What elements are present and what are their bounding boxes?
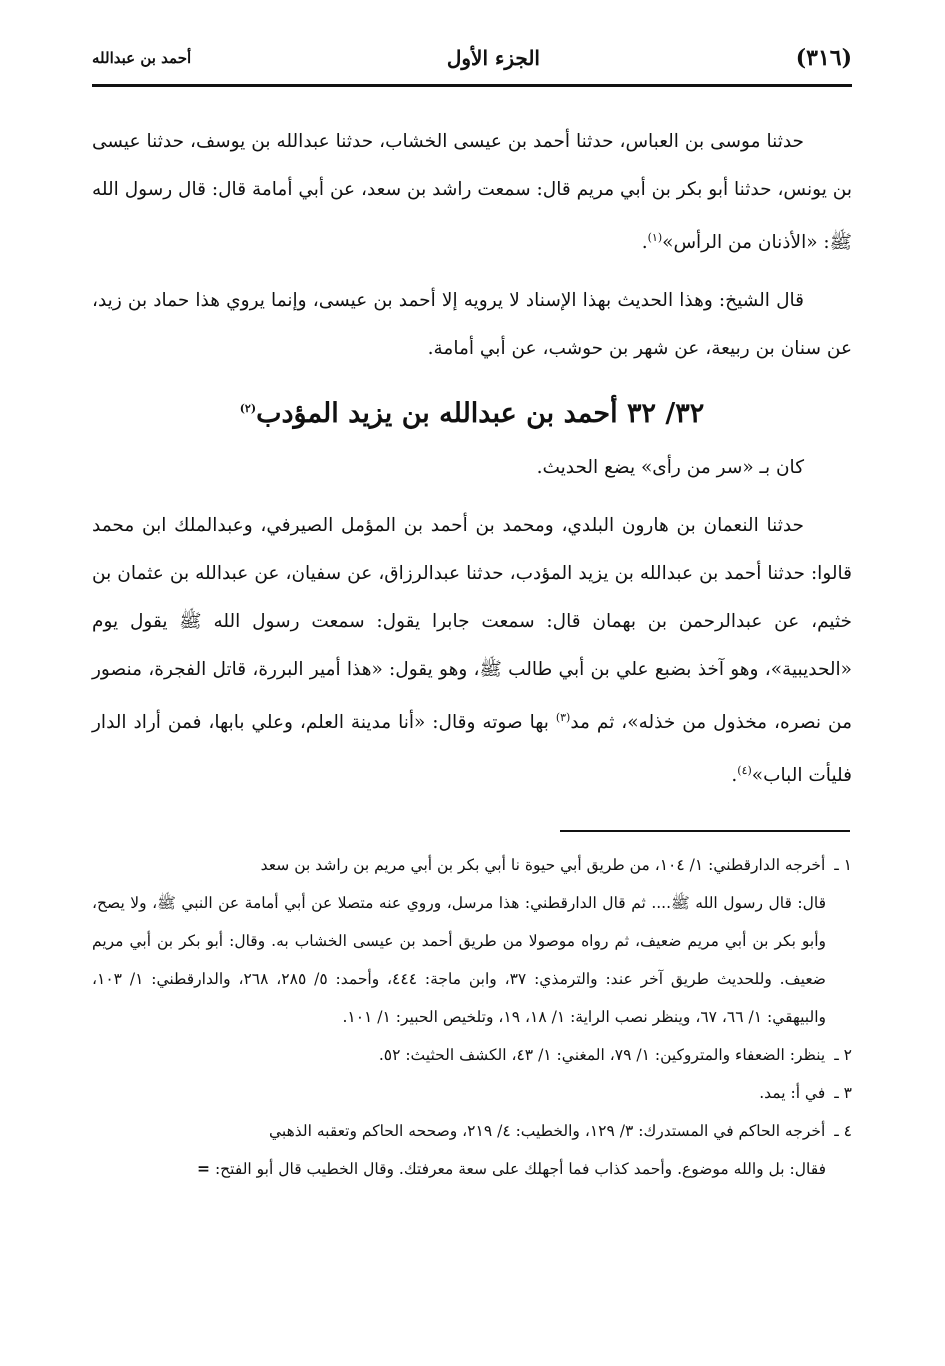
footnote-ref: (١) — [647, 231, 663, 244]
page-header — [92, 38, 852, 78]
commentary-paragraph: قال الشيخ: وهذا الحديث بهذا الإسناد لا يرويه إلا أحمد بن عيسى، وإنما يروي هذا حماد بن زيد، عن سنان بن ربيعة، عن شهر بن حوشب، عن أبي أمامة. — [92, 290, 852, 360]
header-divider — [92, 84, 852, 87]
entry-description: كان بـ «سر من رأى» يضع الحديث. — [536, 457, 804, 479]
paragraph-text: حدثنا النعمان بن هارون البلدي، ومحمد بن أحمد بن المؤمل الصيرفي، وعبدالملك ابن محمد قالوا: حدثنا أحمد بن عبدالله بن يزيد المؤدب، حدثنا عبدالرزاق، عن سفيان، عن عبدالله بن عثمان بن خثيم، عن عبدالرحمن بن بهمان قال: سمعت جابرا يقول: سمعت رسول الله ﷺ يقول يوم «الحديبية»، وهو آخذ بضبع علي بن أبي طالب ﷺ، وهو يقول: «هذا أمير البررة، قاتل الفجرة، منصور من نصره، مخذول من خذله»، ثم مد — [92, 515, 852, 734]
entry-heading — [92, 383, 852, 440]
running-entry-name: أحمد بن عبدالله — [92, 49, 192, 67]
footnote-item — [92, 1112, 852, 1150]
paragraph-text: بها صوته وقال: «أنا مدينة العلم، وعلي بابها، فمن أراد الدار فليأت الباب» — [92, 712, 852, 787]
main-text — [92, 118, 852, 810]
footnote-text: أخرجه الحاكم في المستدرك: ٣/ ١٢٩، والخطيب: ٤/ ٢١٩، وصححه الحاكم وتعقبه الذهبي — [269, 1122, 826, 1140]
footnote-continuation — [92, 1150, 852, 1188]
footnote-number: ٢ ـ — [834, 1046, 852, 1064]
footnote-number: ٤ ـ — [834, 1122, 852, 1140]
punctuation: . — [731, 765, 738, 787]
punctuation: . — [641, 232, 648, 254]
footnotes — [92, 846, 852, 1188]
hadith-paragraph-2 — [92, 502, 852, 800]
footnote-number: ٣ ـ — [834, 1084, 852, 1102]
footnote-text: ينظر: الضعفاء والمتروكين: ١/ ٧٩، المغني: ١/ ٤٣، الكشف الحثيث: ٥٢. — [378, 1046, 826, 1064]
footnote-item — [92, 1074, 852, 1112]
continuation-mark: = — [197, 1159, 211, 1178]
footnote-number: ١ ـ — [834, 856, 852, 874]
page-number: (٣١٦) — [795, 45, 852, 71]
footnote-ref: (٣) — [555, 711, 571, 725]
footnote-divider — [560, 830, 850, 832]
volume-title: الجزء الأول — [446, 46, 540, 70]
hadith-paragraph-1 — [92, 118, 852, 267]
footnote-continuation: قال: قال رسول الله ﷺ.... ثم قال الدارقطني: هذا مرسل، وروي عنه متصلا عن أبي أمامة عن النبي ﷺ، ولا يصح، وأبو بكر بن أبي مريم ضعيف، ثم رواه موصولا من طريق أحمد بن عيسى الخشاب به. وقال: أبو بكر بن أبي مريم ضعيف. وللحديث طريق آخر عند: والترمذي: ٣٧، وابن ماجة: ٤٤٤، وأحمد: ٥/ ٢٨٥، ٢٦٨، والدارقطني: ١/ ١٠٣، والبيهقي: ١/ ٦٦، ٦٧، وينظر نصب الراية: ١/ ١٨، ١٩، وتلخيص الحبير: ١/ ١٠١. — [92, 894, 826, 1026]
entry-title-text: ٣٢/ ٣٢ أحمد بن عبدالله بن يزيد المؤدب — [256, 398, 705, 430]
footnote-ref: (٢) — [239, 402, 257, 416]
footnote-item — [92, 846, 852, 884]
footnote-text: فقال: بل والله موضوع. وأحمد كذاب فما أجهلك على سعة معرفتك. وقال الخطيب قال أبو الفتح: — [214, 1160, 826, 1178]
paragraph-text: حدثنا موسى بن العباس، حدثنا أحمد بن عيسى الخشاب، حدثنا عبدالله بن يوسف، حدثنا عيسى بن يونس، حدثنا أبو بكر بن أبي مريم قال: سمعت راشد بن سعد، عن أبي أمامة قال: قال رسول الله ﷺ: «الأذنان من الرأس» — [92, 131, 852, 254]
footnote-text: في أ: يمد. — [759, 1084, 826, 1102]
footnote-item — [92, 1036, 852, 1074]
footnote-ref: (٤) — [737, 764, 752, 778]
footnote-text: أخرجه الدارقطني: ١/ ١٠٤، من طريق أبي حيوة نا أبي بكر بن أبي مريم بن راشد بن سعد — [260, 856, 826, 874]
